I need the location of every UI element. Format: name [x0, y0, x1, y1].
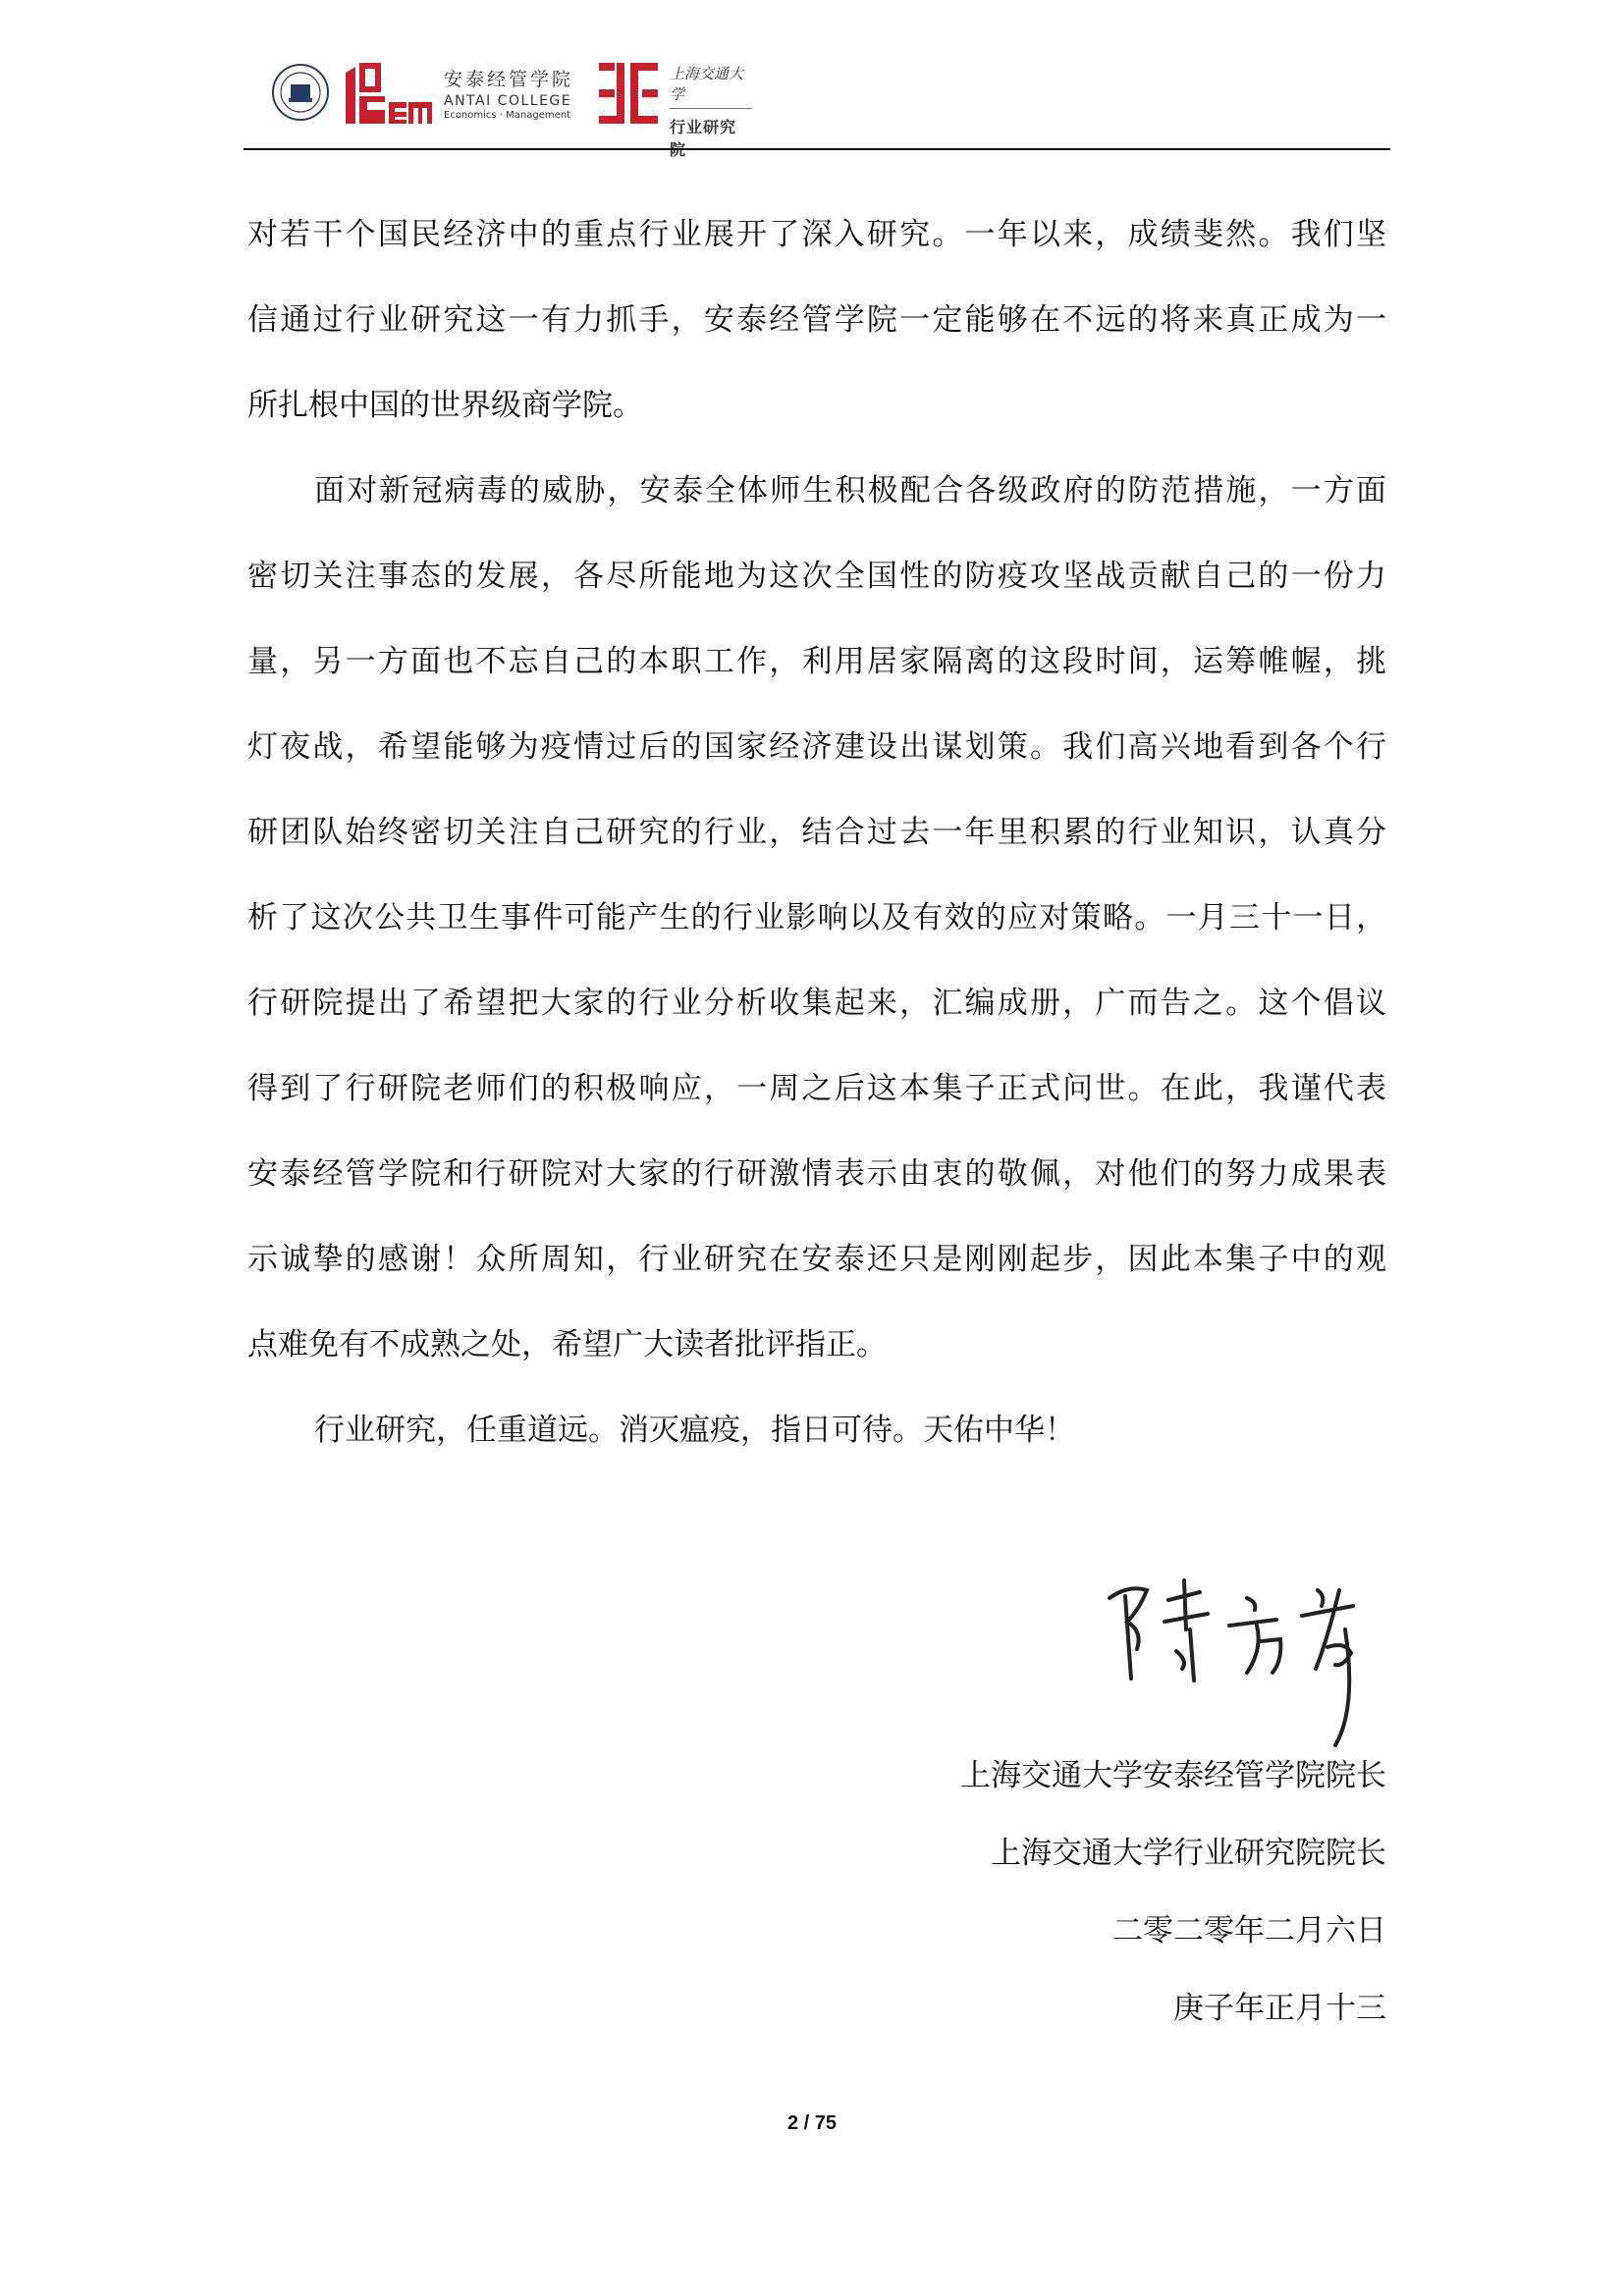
institute-logo	[599, 63, 658, 124]
text-line: 灯夜战，希望能够为疫情过后的国家经济建设出谋划策。我们高兴地看到各个行	[247, 729, 1386, 765]
text-line: 析了这次公共卫生事件可能产生的行业影响以及有效的应对策略。一月三十一日，	[247, 900, 1386, 935]
lunar-date: 庚子年正月十三	[1173, 1991, 1386, 2026]
institute-wordmark: 上海交通大学 行业研究	[670, 63, 752, 160]
text-line: 所扎根中国的世界级商学院。	[247, 388, 643, 423]
text-line: 示诚挚的感谢！众所周知，行业研究在安泰还只是刚刚起步，因此本集子中的观	[247, 1242, 1386, 1277]
sjtu-seal-logo	[271, 63, 330, 122]
text-line: 得到了行研院老师们的积极响应，一周之后这本集子正式问世。在此，我谨代表	[247, 1071, 1386, 1106]
text-line: 密切关注事态的发展，各尽所能地为这次全国性的防疫攻坚战贡献自己的一份力	[247, 559, 1386, 594]
text-line: 面对新冠病毒的威胁，安泰全体师生积极配合各级政府的防范措施，一方面	[314, 473, 1386, 508]
paragraph-3	[247, 1406, 1386, 1491]
text-line: 安泰经管学院和行研院对大家的行研激情表示由衷的敬佩，对他们的努力成果表	[247, 1156, 1386, 1192]
text-line: 对若干个国民经济中的重点行业展开了深入研究。一年以来，成绩斐然。我们坚	[247, 217, 1386, 252]
handwritten-signature	[1100, 1571, 1424, 1747]
text-line: 行业研究，任重道远。消灭瘟疫，指日可待。天佑中华！	[314, 1413, 1075, 1448]
paragraph-1	[247, 210, 1386, 466]
text-line: 信通过行业研究这一有力抓手，安泰经管学院一定能够在不远的将来真正成为一	[247, 302, 1386, 338]
text-line: 量，另一方面也不忘自己的本职工作，利用居家隔离的这段时间，运筹帷幄，挑	[247, 644, 1386, 679]
acem-logo	[346, 63, 432, 124]
letter-body	[247, 210, 1386, 1491]
signature-block	[960, 1751, 1386, 2061]
antai-college-wordmark: 安泰经管学院 ANTAI COLLEGE Economics · Management	[444, 69, 574, 121]
text-line: 研团队始终密切关注自己研究的行业，结合过去一年里积累的行业知识，认真分	[247, 815, 1386, 850]
page-number: 2 / 75	[786, 2112, 838, 2134]
page-header	[244, 59, 1390, 149]
text-line: 行研院提出了希望把大家的行业分析收集起来，汇编成册，广而告之。这个倡议	[247, 986, 1386, 1021]
signer-title-1: 上海交通大学安泰经管学院院长	[960, 1758, 1386, 1793]
header-divider	[244, 148, 1390, 150]
text-line: 点难免有不成熟之处，希望广大读者批评指正。	[247, 1327, 887, 1362]
signer-title-2: 上海交通大学行业研究院院长	[991, 1836, 1386, 1871]
paragraph-2	[247, 466, 1386, 1406]
letter-date: 二零二零年二月六日	[1112, 1913, 1386, 1949]
